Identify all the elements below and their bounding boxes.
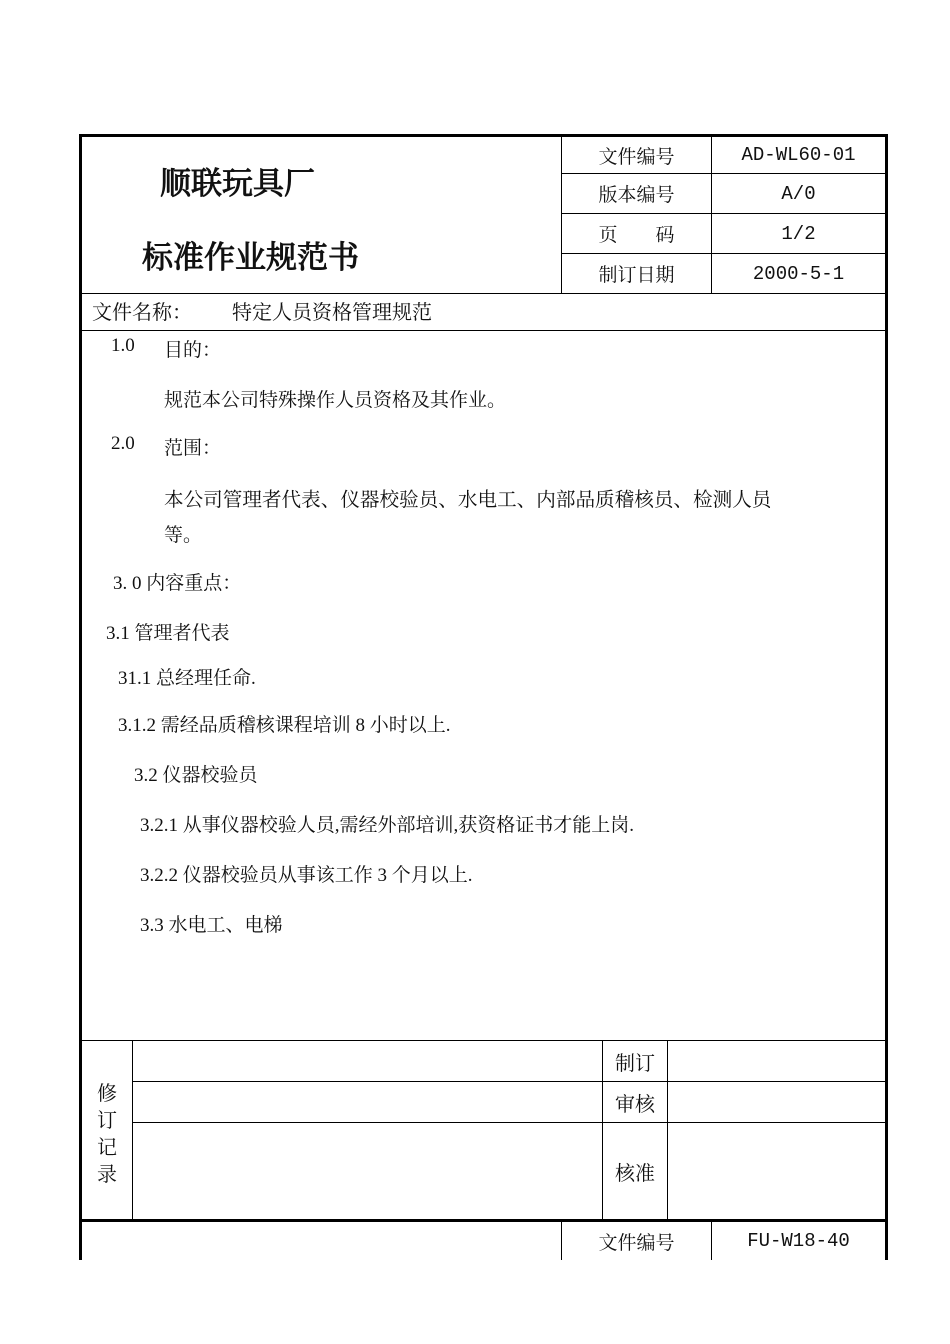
section-3-1-1: 31.1 总经理任命. <box>118 668 256 689</box>
document-type-title: 标准作业规范书 <box>142 240 359 276</box>
revision-label-char: 录 <box>97 1162 117 1186</box>
footer-doc-no-label: 文件编号 <box>598 1231 675 1254</box>
meta-label-date: 制订日期 <box>598 264 675 286</box>
revision-row-line <box>132 1122 885 1123</box>
file-name-value: 特定人员资格管理规范 <box>232 300 432 324</box>
section-2-body-line-2: 等。 <box>164 524 203 546</box>
file-name-label: 文件名称： <box>92 300 192 324</box>
revision-top-line <box>81 1040 885 1041</box>
section-2-number: 2.0 <box>111 433 135 454</box>
meta-label-page: 页 码 <box>598 224 675 246</box>
meta-label-version: 版本编号 <box>598 184 675 206</box>
document-frame <box>79 134 888 1260</box>
section-3-2-1: 3.2.1 从事仪器校验人员,需经外部培训,获资格证书才能上岗. <box>140 815 635 836</box>
section-1-title: 目的： <box>164 339 222 361</box>
revision-approve-label: 核准 <box>615 1161 655 1185</box>
header-bottom-line <box>81 293 885 294</box>
revision-review-label: 审核 <box>615 1091 655 1116</box>
file-name-bottom-line <box>81 330 885 331</box>
revision-row-line <box>132 1081 885 1082</box>
meta-value-version: A/0 <box>781 182 816 205</box>
meta-label-doc-no: 文件编号 <box>598 145 675 168</box>
company-name: 顺联玩具厂 <box>160 166 315 202</box>
section-3-2: 3.2 仪器校验员 <box>134 765 258 786</box>
meta-value-doc-no: AD-WL60-01 <box>741 144 856 166</box>
section-3-1-2: 3.1.2 需经品质稽核课程培训 8 小时以上. <box>118 715 451 736</box>
footer-doc-no-value: FU-W18-40 <box>747 1230 850 1252</box>
section-3-1: 3.1 管理者代表 <box>106 623 230 644</box>
revision-label-char: 修 <box>97 1081 117 1105</box>
meta-value-date: 2000-5-1 <box>752 262 845 285</box>
section-2-body-line-1: 本公司管理者代表、仪器校验员、水电工、内部品质稽核员、检测人员 <box>164 488 772 511</box>
revision-label-char: 订 <box>97 1108 117 1132</box>
section-1-number: 1.0 <box>111 335 135 356</box>
meta-value-page: 1/2 <box>781 222 816 245</box>
section-1-body: 规范本公司特殊操作人员资格及其作业。 <box>164 389 507 411</box>
section-3-2-2: 3.2.2 仪器校验员从事该工作 3 个月以上. <box>140 865 473 886</box>
section-3-3: 3.3 水电工、电梯 <box>140 915 283 936</box>
section-3-title: 3. 0 内容重点： <box>113 573 242 594</box>
revision-label-char: 记 <box>97 1135 117 1159</box>
revision-draft-label: 制订 <box>615 1050 655 1075</box>
revision-sign-divider <box>667 1040 668 1220</box>
revision-label-divider <box>132 1040 133 1220</box>
section-2-title: 范围： <box>164 437 222 459</box>
